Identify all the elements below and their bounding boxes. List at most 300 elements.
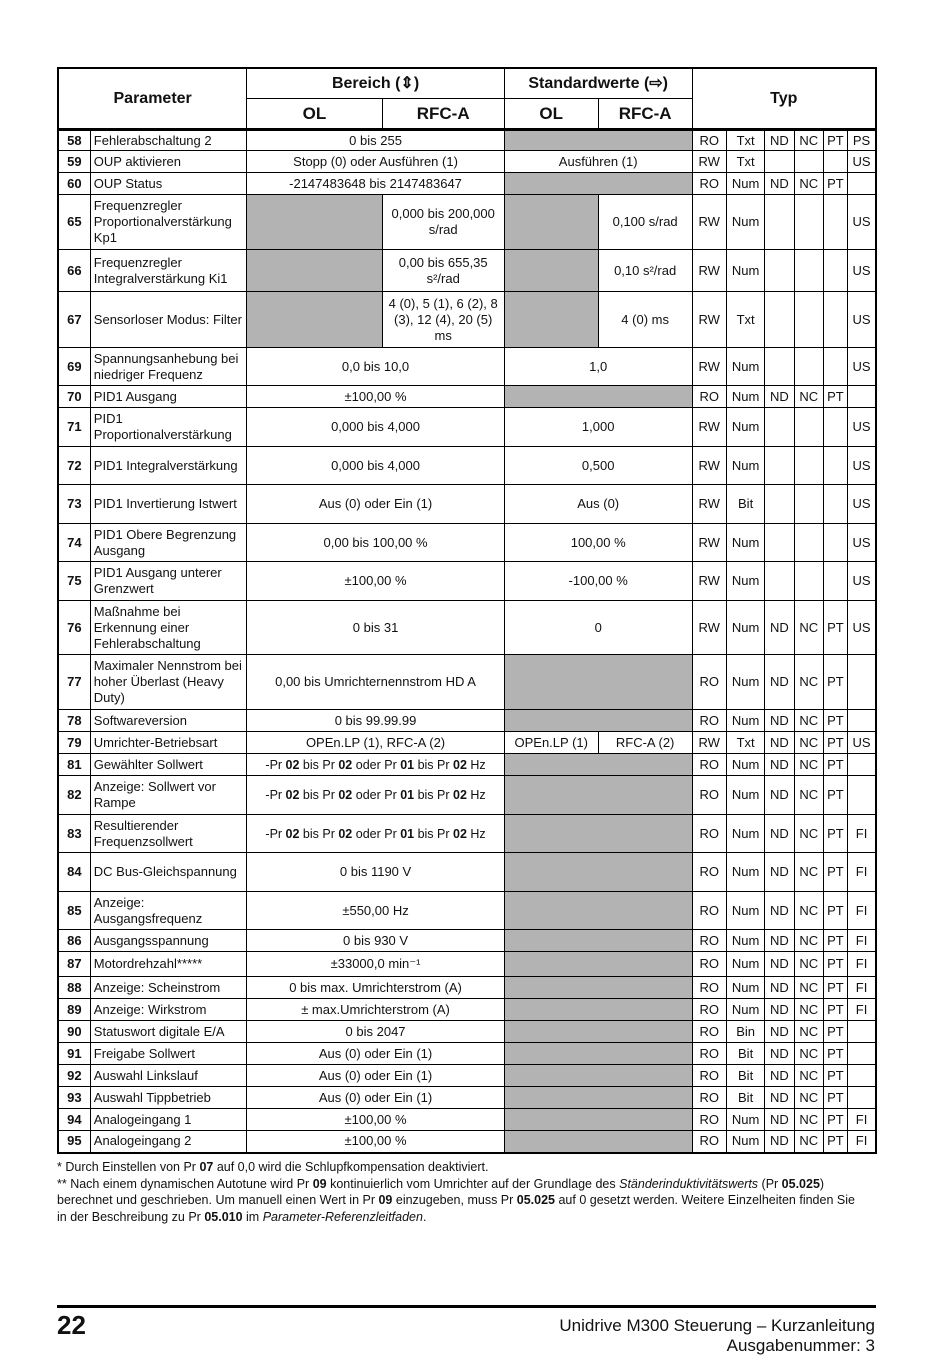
footnote-1: * Durch Einstellen von Pr 07 auf 0,0 wird die Schlupfkompensation deaktiviert. bbox=[57, 1160, 489, 1174]
table-row bbox=[58, 195, 876, 250]
param-type-flag bbox=[823, 485, 847, 524]
table-row bbox=[58, 892, 876, 930]
param-type-flag: Num bbox=[726, 930, 764, 952]
param-type-flag: NC bbox=[794, 1087, 823, 1109]
param-type-flag: RO bbox=[692, 892, 726, 930]
param-type-flag bbox=[848, 386, 876, 408]
param-range: -Pr 02 bis Pr 02 oder Pr 01 bis Pr 02 Hz bbox=[247, 815, 504, 853]
default-empty bbox=[504, 754, 692, 776]
param-type-flag: Num bbox=[726, 524, 764, 562]
param-type-flag: PT bbox=[823, 930, 847, 952]
param-type-flag: FI bbox=[848, 952, 876, 977]
param-type-flag: NC bbox=[794, 853, 823, 892]
param-type-flag bbox=[765, 485, 794, 524]
param-type-flag: RW bbox=[692, 195, 726, 250]
param-type-flag: NC bbox=[794, 999, 823, 1021]
param-type-flag: RW bbox=[692, 250, 726, 292]
footnote-2: ** Nach einem dynamischen Autotune wird Pr 09 kontinuierlich vom Umrichter auf der Grundlage des Ständerinduktivitätswerts (Pr 05.025) berechnet und geschrieben. Um manuell einen Wert in Pr 09 einzugeben, muss Pr 05.025 auf 0 gesetzt werden. Weitere Einzelheiten finden Sie in der Beschreibung zu Pr 05.010 im Parameter-Referenzleitfaden. bbox=[57, 1176, 855, 1224]
param-type-flag: Num bbox=[726, 195, 764, 250]
param-name: Gewählter Sollwert bbox=[90, 754, 247, 776]
param-type-flag bbox=[765, 348, 794, 386]
param-range: 0 bis 31 bbox=[247, 601, 504, 655]
param-name: PID1 Invertierung Istwert bbox=[90, 485, 247, 524]
param-name: Maßnahme bei Erkennung einer Fehlerabschaltung bbox=[90, 601, 247, 655]
table-row bbox=[58, 1043, 876, 1065]
param-name: Anzeige: Wirkstrom bbox=[90, 999, 247, 1021]
param-type-flag: FI bbox=[848, 853, 876, 892]
table-row bbox=[58, 999, 876, 1021]
param-type-flag bbox=[794, 195, 823, 250]
param-type-flag: RO bbox=[692, 1131, 726, 1153]
param-type-flag: NC bbox=[794, 776, 823, 815]
param-type-flag: NC bbox=[794, 130, 823, 151]
param-range: 0,000 bis 4,000 bbox=[247, 447, 504, 485]
param-name: Analogeingang 1 bbox=[90, 1109, 247, 1131]
param-default: -100,00 % bbox=[504, 562, 692, 601]
param-type-flag bbox=[848, 1065, 876, 1087]
param-type-flag: ND bbox=[765, 892, 794, 930]
param-type-flag: Num bbox=[726, 1109, 764, 1131]
param-type-flag: RO bbox=[692, 952, 726, 977]
param-name: PID1 Proportionalverstärkung bbox=[90, 408, 247, 447]
table-row bbox=[58, 754, 876, 776]
param-type-flag: Bit bbox=[726, 1065, 764, 1087]
default-empty bbox=[504, 1131, 692, 1153]
param-range: 0,00 bis 100,00 % bbox=[247, 524, 504, 562]
param-number: 66 bbox=[58, 250, 90, 292]
param-type-flag bbox=[765, 524, 794, 562]
param-type-flag: PT bbox=[823, 1131, 847, 1153]
param-type-flag: RO bbox=[692, 710, 726, 732]
param-type-flag: PT bbox=[823, 1065, 847, 1087]
param-type-flag: ND bbox=[765, 1021, 794, 1043]
param-number: 76 bbox=[58, 601, 90, 655]
table-row bbox=[58, 408, 876, 447]
table-row bbox=[58, 485, 876, 524]
param-type-flag: NC bbox=[794, 1043, 823, 1065]
param-type-flag: US bbox=[848, 447, 876, 485]
param-type-flag: RW bbox=[692, 447, 726, 485]
param-name: Frequenzregler Proportionalverstärkung Kp1 bbox=[90, 195, 247, 250]
param-type-flag: RO bbox=[692, 999, 726, 1021]
param-type-flag: Num bbox=[726, 977, 764, 999]
param-type-flag: Num bbox=[726, 776, 764, 815]
param-range: ±33000,0 min⁻¹ bbox=[247, 952, 504, 977]
param-range: ±100,00 % bbox=[247, 562, 504, 601]
param-default: Ausführen (1) bbox=[504, 151, 692, 173]
param-type-flag: Num bbox=[726, 754, 764, 776]
param-type-flag: US bbox=[848, 562, 876, 601]
param-type-flag: Txt bbox=[726, 130, 764, 151]
param-type-flag: RO bbox=[692, 655, 726, 710]
param-type-flag: PS bbox=[848, 130, 876, 151]
param-range: ±100,00 % bbox=[247, 1131, 504, 1153]
default-empty bbox=[504, 930, 692, 952]
param-type-flag: PT bbox=[823, 1043, 847, 1065]
param-type-flag bbox=[765, 447, 794, 485]
parameter-table bbox=[57, 67, 877, 1154]
page-number: 22 bbox=[57, 1310, 86, 1340]
param-type-flag: NC bbox=[794, 892, 823, 930]
table-row bbox=[58, 601, 876, 655]
default-empty bbox=[504, 655, 692, 710]
param-name: Statuswort digitale E/A bbox=[90, 1021, 247, 1043]
table-row bbox=[58, 524, 876, 562]
param-type-flag bbox=[823, 348, 847, 386]
param-type-flag: ND bbox=[765, 1131, 794, 1153]
param-type-flag bbox=[765, 292, 794, 348]
param-number: 89 bbox=[58, 999, 90, 1021]
param-type-flag: Num bbox=[726, 655, 764, 710]
param-type-flag bbox=[794, 447, 823, 485]
param-type-flag: PT bbox=[823, 173, 847, 195]
param-type-flag bbox=[765, 408, 794, 447]
param-name: Umrichter-Betriebsart bbox=[90, 732, 247, 754]
param-type-flag: Num bbox=[726, 408, 764, 447]
param-type-flag: ND bbox=[765, 1043, 794, 1065]
param-type-flag: PT bbox=[823, 977, 847, 999]
default-empty bbox=[504, 1065, 692, 1087]
param-type-flag: NC bbox=[794, 815, 823, 853]
param-type-flag: NC bbox=[794, 655, 823, 710]
param-type-flag bbox=[848, 776, 876, 815]
param-range: ±550,00 Hz bbox=[247, 892, 504, 930]
param-type-flag: Num bbox=[726, 562, 764, 601]
param-number: 60 bbox=[58, 173, 90, 195]
param-name: Fehlerabschaltung 2 bbox=[90, 130, 247, 151]
footnotes bbox=[57, 1159, 857, 1225]
param-type-flag: ND bbox=[765, 655, 794, 710]
param-name: Frequenzregler Integralverstärkung Ki1 bbox=[90, 250, 247, 292]
param-name: Maximaler Nennstrom bei hoher Überlast (Heavy Duty) bbox=[90, 655, 247, 710]
table-row bbox=[58, 815, 876, 853]
param-type-flag bbox=[794, 151, 823, 173]
param-type-flag: PT bbox=[823, 655, 847, 710]
param-name: Softwareversion bbox=[90, 710, 247, 732]
default-empty bbox=[504, 1021, 692, 1043]
param-type-flag: ND bbox=[765, 601, 794, 655]
param-name: PID1 Obere Begrenzung Ausgang bbox=[90, 524, 247, 562]
param-name: Spannungsanhebung bei niedriger Frequenz bbox=[90, 348, 247, 386]
param-number: 81 bbox=[58, 754, 90, 776]
param-type-flag: Bin bbox=[726, 1021, 764, 1043]
param-name: PID1 Ausgang unterer Grenzwert bbox=[90, 562, 247, 601]
param-number: 91 bbox=[58, 1043, 90, 1065]
param-range: Aus (0) oder Ein (1) bbox=[247, 485, 504, 524]
param-type-flag bbox=[794, 408, 823, 447]
param-number: 74 bbox=[58, 524, 90, 562]
issue-number: Ausgabenummer: 3 bbox=[726, 1336, 875, 1355]
param-default-rfca: 0,10 s²/rad bbox=[598, 250, 692, 292]
table-row bbox=[58, 853, 876, 892]
param-name: Resultierender Frequenzsollwert bbox=[90, 815, 247, 853]
table-row bbox=[58, 776, 876, 815]
table-row bbox=[58, 1065, 876, 1087]
param-type-flag bbox=[794, 348, 823, 386]
table-row bbox=[58, 386, 876, 408]
param-type-flag: Bit bbox=[726, 1043, 764, 1065]
param-type-flag: Num bbox=[726, 1131, 764, 1153]
default-empty bbox=[504, 776, 692, 815]
param-type-flag bbox=[794, 292, 823, 348]
param-type-flag: ND bbox=[765, 952, 794, 977]
param-type-flag: NC bbox=[794, 1021, 823, 1043]
param-type-flag: ND bbox=[765, 1065, 794, 1087]
param-type-flag: NC bbox=[794, 601, 823, 655]
param-type-flag: PT bbox=[823, 776, 847, 815]
param-type-flag: RO bbox=[692, 130, 726, 151]
table-row bbox=[58, 710, 876, 732]
default-empty bbox=[504, 1043, 692, 1065]
param-type-flag: NC bbox=[794, 1065, 823, 1087]
param-number: 71 bbox=[58, 408, 90, 447]
header-parameter: Parameter bbox=[58, 68, 247, 130]
param-type-flag bbox=[823, 250, 847, 292]
param-type-flag bbox=[765, 195, 794, 250]
param-number: 72 bbox=[58, 447, 90, 485]
header-default-ol: OL bbox=[504, 99, 598, 130]
param-number: 73 bbox=[58, 485, 90, 524]
table-row bbox=[58, 348, 876, 386]
param-default: 1,000 bbox=[504, 408, 692, 447]
table-row bbox=[58, 1087, 876, 1109]
param-range: 0,00 bis Umrichternennstrom HD A bbox=[247, 655, 504, 710]
param-range: Aus (0) oder Ein (1) bbox=[247, 1087, 504, 1109]
param-type-flag: ND bbox=[765, 815, 794, 853]
param-type-flag: RO bbox=[692, 386, 726, 408]
param-range: -Pr 02 bis Pr 02 oder Pr 01 bis Pr 02 Hz bbox=[247, 754, 504, 776]
param-number: 93 bbox=[58, 1087, 90, 1109]
param-type-flag: ND bbox=[765, 1087, 794, 1109]
param-type-flag: RW bbox=[692, 292, 726, 348]
param-type-flag: Txt bbox=[726, 292, 764, 348]
param-type-flag: FI bbox=[848, 977, 876, 999]
param-name: Freigabe Sollwert bbox=[90, 1043, 247, 1065]
param-name: OUP aktivieren bbox=[90, 151, 247, 173]
param-number: 79 bbox=[58, 732, 90, 754]
param-number: 94 bbox=[58, 1109, 90, 1131]
param-type-flag bbox=[823, 292, 847, 348]
param-type-flag: Num bbox=[726, 250, 764, 292]
param-type-flag: FI bbox=[848, 1109, 876, 1131]
param-default-rfca: 0,100 s/rad bbox=[598, 195, 692, 250]
table-row bbox=[58, 930, 876, 952]
param-type-flag: RW bbox=[692, 348, 726, 386]
param-number: 78 bbox=[58, 710, 90, 732]
param-number: 85 bbox=[58, 892, 90, 930]
param-type-flag: Bit bbox=[726, 485, 764, 524]
param-range: 0 bis 1190 V bbox=[247, 853, 504, 892]
range-ol-empty bbox=[247, 250, 382, 292]
param-range: 0 bis 255 bbox=[247, 130, 504, 151]
param-number: 65 bbox=[58, 195, 90, 250]
param-range: 0 bis max. Umrichterstrom (A) bbox=[247, 977, 504, 999]
param-number: 70 bbox=[58, 386, 90, 408]
param-type-flag: NC bbox=[794, 1131, 823, 1153]
default-empty bbox=[504, 1087, 692, 1109]
param-type-flag bbox=[823, 524, 847, 562]
param-number: 83 bbox=[58, 815, 90, 853]
param-name: PID1 Ausgang bbox=[90, 386, 247, 408]
param-name: Sensorloser Modus: Filter bbox=[90, 292, 247, 348]
table-body bbox=[58, 130, 876, 1153]
param-type-flag: NC bbox=[794, 173, 823, 195]
param-type-flag: NC bbox=[794, 732, 823, 754]
param-type-flag: Txt bbox=[726, 732, 764, 754]
default-ol-empty bbox=[504, 250, 598, 292]
default-empty bbox=[504, 815, 692, 853]
param-type-flag: NC bbox=[794, 386, 823, 408]
param-default: Aus (0) bbox=[504, 485, 692, 524]
param-type-flag: US bbox=[848, 348, 876, 386]
param-type-flag: US bbox=[848, 151, 876, 173]
param-number: 95 bbox=[58, 1131, 90, 1153]
range-ol-empty bbox=[247, 195, 382, 250]
table-row bbox=[58, 292, 876, 348]
param-default: 1,0 bbox=[504, 348, 692, 386]
param-type-flag: RO bbox=[692, 815, 726, 853]
param-type-flag bbox=[823, 408, 847, 447]
param-range: -Pr 02 bis Pr 02 oder Pr 01 bis Pr 02 Hz bbox=[247, 776, 504, 815]
param-type-flag bbox=[848, 1021, 876, 1043]
param-type-flag: NC bbox=[794, 952, 823, 977]
default-empty bbox=[504, 1109, 692, 1131]
range-ol-empty bbox=[247, 292, 382, 348]
param-type-flag: RO bbox=[692, 1021, 726, 1043]
default-empty bbox=[504, 710, 692, 732]
header-defaults: Standardwerte (⇨) bbox=[504, 68, 692, 99]
param-type-flag bbox=[823, 195, 847, 250]
param-type-flag: RW bbox=[692, 562, 726, 601]
param-type-flag: PT bbox=[823, 892, 847, 930]
param-type-flag: NC bbox=[794, 1109, 823, 1131]
default-empty bbox=[504, 892, 692, 930]
param-type-flag bbox=[848, 710, 876, 732]
param-type-flag: PT bbox=[823, 1021, 847, 1043]
param-type-flag: Num bbox=[726, 601, 764, 655]
param-name: PID1 Integralverstärkung bbox=[90, 447, 247, 485]
default-empty bbox=[504, 173, 692, 195]
param-type-flag: ND bbox=[765, 173, 794, 195]
param-number: 90 bbox=[58, 1021, 90, 1043]
param-number: 92 bbox=[58, 1065, 90, 1087]
param-name: Anzeige: Ausgangsfrequenz bbox=[90, 892, 247, 930]
param-number: 67 bbox=[58, 292, 90, 348]
param-number: 59 bbox=[58, 151, 90, 173]
param-name: DC Bus-Gleichspannung bbox=[90, 853, 247, 892]
param-type-flag: RO bbox=[692, 930, 726, 952]
param-type-flag: FI bbox=[848, 1131, 876, 1153]
param-type-flag: US bbox=[848, 195, 876, 250]
param-name: Motordrehzahl***** bbox=[90, 952, 247, 977]
param-type-flag bbox=[794, 485, 823, 524]
param-type-flag: PT bbox=[823, 815, 847, 853]
param-type-flag bbox=[823, 562, 847, 601]
header-default-rfca: RFC-A bbox=[598, 99, 692, 130]
param-type-flag: NC bbox=[794, 754, 823, 776]
param-type-flag: FI bbox=[848, 815, 876, 853]
param-type-flag: Num bbox=[726, 386, 764, 408]
param-type-flag: US bbox=[848, 408, 876, 447]
param-name: Auswahl Linkslauf bbox=[90, 1065, 247, 1087]
param-range: 0 bis 930 V bbox=[247, 930, 504, 952]
param-range: ±100,00 % bbox=[247, 386, 504, 408]
param-type-flag: ND bbox=[765, 930, 794, 952]
header-range-rfca: RFC-A bbox=[382, 99, 504, 130]
param-number: 82 bbox=[58, 776, 90, 815]
param-name: Analogeingang 2 bbox=[90, 1131, 247, 1153]
param-type-flag: RO bbox=[692, 776, 726, 815]
default-empty bbox=[504, 130, 692, 151]
default-ol-empty bbox=[504, 195, 598, 250]
table-row bbox=[58, 562, 876, 601]
param-default-rfca: RFC-A (2) bbox=[598, 732, 692, 754]
param-type-flag: US bbox=[848, 250, 876, 292]
param-type-flag: RW bbox=[692, 601, 726, 655]
param-type-flag: NC bbox=[794, 977, 823, 999]
header-type: Typ bbox=[692, 68, 876, 130]
param-type-flag: FI bbox=[848, 930, 876, 952]
table-row bbox=[58, 250, 876, 292]
param-range: 0 bis 99.99.99 bbox=[247, 710, 504, 732]
param-range-rfca: 0,00 bis 655,35 s²/rad bbox=[382, 250, 504, 292]
param-number: 69 bbox=[58, 348, 90, 386]
param-type-flag: ND bbox=[765, 977, 794, 999]
param-type-flag bbox=[794, 524, 823, 562]
param-type-flag: ND bbox=[765, 1109, 794, 1131]
param-type-flag: PT bbox=[823, 952, 847, 977]
param-type-flag: RW bbox=[692, 524, 726, 562]
param-type-flag: Num bbox=[726, 892, 764, 930]
param-type-flag: Num bbox=[726, 815, 764, 853]
param-type-flag: RO bbox=[692, 977, 726, 999]
param-type-flag: PT bbox=[823, 601, 847, 655]
param-type-flag: RO bbox=[692, 853, 726, 892]
param-type-flag: Num bbox=[726, 999, 764, 1021]
default-empty bbox=[504, 952, 692, 977]
param-type-flag: Bit bbox=[726, 1087, 764, 1109]
param-type-flag: RO bbox=[692, 1043, 726, 1065]
table-row bbox=[58, 130, 876, 151]
param-type-flag: RO bbox=[692, 173, 726, 195]
header-range-ol: OL bbox=[247, 99, 382, 130]
param-number: 75 bbox=[58, 562, 90, 601]
param-type-flag: PT bbox=[823, 999, 847, 1021]
param-type-flag: ND bbox=[765, 386, 794, 408]
param-range: ± max.Umrichterstrom (A) bbox=[247, 999, 504, 1021]
footer-rule bbox=[57, 1305, 876, 1308]
table-row bbox=[58, 1109, 876, 1131]
param-type-flag: RW bbox=[692, 732, 726, 754]
param-type-flag: Num bbox=[726, 173, 764, 195]
param-default: 0 bbox=[504, 601, 692, 655]
param-type-flag: ND bbox=[765, 710, 794, 732]
table-row bbox=[58, 447, 876, 485]
param-type-flag: PT bbox=[823, 754, 847, 776]
default-empty bbox=[504, 853, 692, 892]
param-default-ol: OPEn.LP (1) bbox=[504, 732, 598, 754]
param-name: Auswahl Tippbetrieb bbox=[90, 1087, 247, 1109]
param-type-flag bbox=[765, 151, 794, 173]
param-range: 0,000 bis 4,000 bbox=[247, 408, 504, 447]
table-row bbox=[58, 952, 876, 977]
param-range: OPEn.LP (1), RFC-A (2) bbox=[247, 732, 504, 754]
param-default: 100,00 % bbox=[504, 524, 692, 562]
param-type-flag: Num bbox=[726, 952, 764, 977]
table-row bbox=[58, 655, 876, 710]
param-type-flag: RW bbox=[692, 485, 726, 524]
param-type-flag: PT bbox=[823, 130, 847, 151]
